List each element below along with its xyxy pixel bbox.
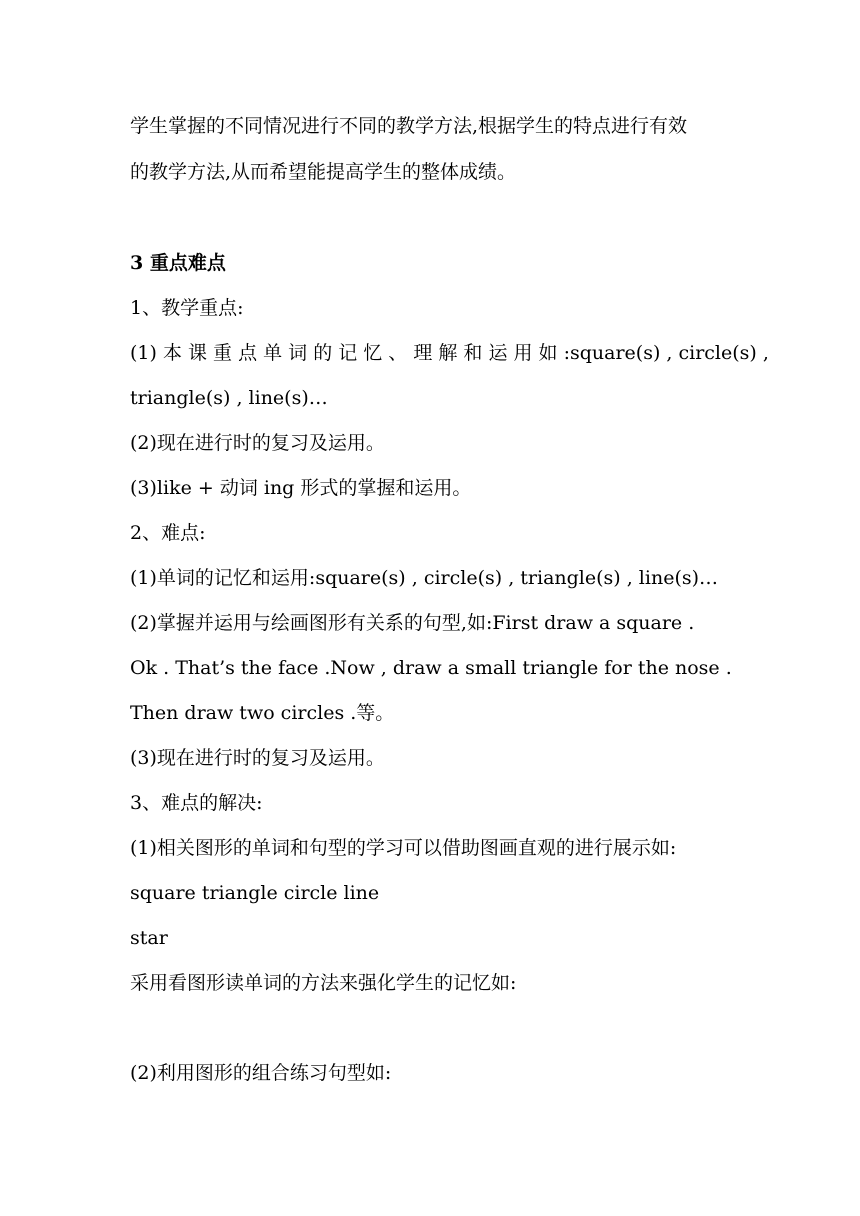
difficulty-item-2-line-2: Ok . That’s the face .Now , draw a small triangle for the nose . <box>130 657 732 679</box>
difficulty-item-1: (1)单词的记忆和运用:square(s) , circle(s) , triangle(s) , line(s)… <box>130 567 719 589</box>
focus-item-1-line-2: triangle(s) , line(s)… <box>130 387 328 409</box>
difficulty-item-2-line-1: (2)掌握并运用与绘画图形有关系的句型,如:First draw a square . <box>130 612 695 634</box>
solution-item-2: (2)利用图形的组合练习句型如: <box>130 1062 392 1084</box>
difficulty-item-2-line-3: Then draw two circles .等。 <box>130 702 395 724</box>
intro-line-1: 学生掌握的不同情况进行不同的教学方法,根据学生的特点进行有效 <box>130 115 688 137</box>
method-line: 采用看图形读单词的方法来强化学生的记忆如: <box>130 972 517 994</box>
star-word: star <box>130 927 168 949</box>
focus-title: 1、教学重点: <box>130 297 244 319</box>
shapes-word-list: square triangle circle line <box>130 882 380 904</box>
solution-item-1: (1)相关图形的单词和句型的学习可以借助图画直观的进行展示如: <box>130 837 677 859</box>
intro-line-2: 的教学方法,从而希望能提高学生的整体成绩。 <box>130 161 517 183</box>
section-heading: 3 重点难点 <box>130 252 226 274</box>
focus-item-2: (2)现在进行时的复习及运用。 <box>130 432 385 454</box>
focus-item-1-line-1: (1) 本 课 重 点 单 词 的 记 忆 、 理 解 和 运 用 如 :square(s) , circle(s) , <box>130 342 769 364</box>
solution-title: 3、难点的解决: <box>130 792 263 814</box>
focus-item-3: (3)like + 动词 ing 形式的掌握和运用。 <box>130 477 472 499</box>
difficulty-item-3: (3)现在进行时的复习及运用。 <box>130 747 385 769</box>
difficulty-title: 2、难点: <box>130 522 206 544</box>
